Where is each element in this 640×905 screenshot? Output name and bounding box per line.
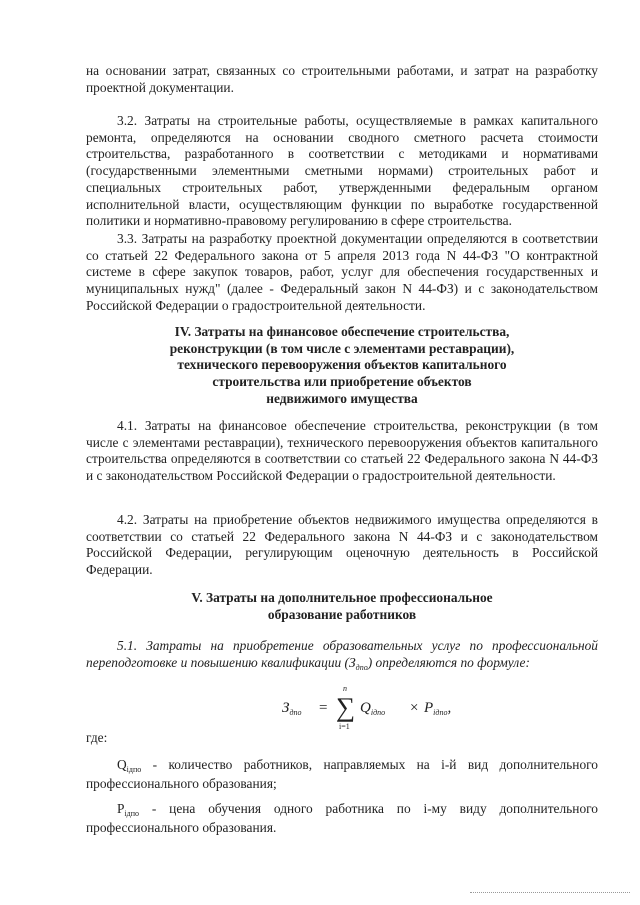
paragraph-3-3 xyxy=(86,231,598,315)
paragraph-3-2 xyxy=(86,113,598,230)
formula-upper-limit: n xyxy=(343,684,347,693)
symbol-q-subscript: iдпо xyxy=(126,765,142,774)
paragraph-4-2 xyxy=(86,512,598,579)
formula-p-symbol: P xyxy=(424,700,434,716)
subscript: дпо xyxy=(355,662,368,672)
paragraph-text-part: - количество работников, направляемых на i-й вид дополнительного профессионального образования; xyxy=(86,757,598,791)
paragraph-text: 3.3. Затраты на разработку проектной документации определяются в соответствии со статьей 22 Федерального закона от 5 апреля 2013 года N 44-ФЗ "О контрактной системе в сфере закупок товаров, работ, услуг для обеспечения государственных и муниципальных нужд" (далее - Федеральный закон N 44-ФЗ) и с законодательством Российской Федерации о градостроительной деятельности. xyxy=(86,231,598,313)
paragraph-text xyxy=(86,801,598,836)
heading-line: недвижимого имущества xyxy=(266,390,418,406)
formula-p xyxy=(424,700,451,717)
formula-lower-limit: i=1 xyxy=(339,722,350,731)
section-heading-4 xyxy=(86,324,598,408)
paragraph-text xyxy=(86,757,598,792)
heading-line: реконструкции (в том числе с элементами реставрации), xyxy=(169,340,515,356)
paragraph-text-part: - цена обучения одного работника по i-му виду дополнительного профессионального образования. xyxy=(86,801,598,835)
paragraph-text: 4.2. Затраты на приобретение объектов недвижимого имущества определяются в соответствии со статьей 22 Федерального закона N 44-ФЗ и с законодательством Российской Федерации, регулирующим оценочную деятельность в Российской Федерации. xyxy=(86,512,598,578)
formula-equals: = xyxy=(319,700,328,716)
heading-line: технического перевооружения объектов капитального xyxy=(177,357,507,373)
formula-sum-sign: ∑ xyxy=(336,692,356,722)
formula-q-symbol: Q xyxy=(360,700,371,716)
paragraph-4-1 xyxy=(86,418,598,485)
formula-times: × xyxy=(410,700,419,716)
formula xyxy=(270,682,470,734)
formula-comma: , xyxy=(447,700,452,716)
formula-q xyxy=(360,700,385,717)
paragraph-text-part: 5.1. Затраты на приобретение образовательных услуг по профессиональной переподготовке и повышению квалификации (З xyxy=(86,638,598,670)
paragraph-text: где: xyxy=(86,730,108,745)
formula-q-subscript: iдпо xyxy=(370,708,386,717)
paragraph-text xyxy=(86,638,598,673)
paragraph-text: 3.2. Затраты на строительные работы, осуществляемые в рамках капитального ремонта, определяются на основании сводного сметного расчета стоимости строительства, разработанного в соответствии с методиками и нормативами (государственными элементными сметными нормами) строительных работ и специальных строительных работ, утвержденными федеральным органом исполнительной власти, осуществляющим функции по выработке государственной политики и нормативно-правовому регулированию в сфере строительства. xyxy=(86,113,598,229)
paragraph-p-definition xyxy=(86,801,598,836)
heading-line: образование работников xyxy=(267,606,417,622)
formula-z-subscript: дпо xyxy=(289,708,302,717)
symbol-q: Q xyxy=(117,757,127,772)
paragraph-text: на основании затрат, связанных со строительными работами, и затрат на разработку проектной документации. xyxy=(86,63,598,95)
heading-line: IV. Затраты на финансовое обеспечение строительства, xyxy=(174,324,510,339)
paragraph-q-definition xyxy=(86,757,598,792)
paragraph-where xyxy=(86,730,598,747)
footer-dotted-line xyxy=(470,892,630,893)
paragraph-5-1 xyxy=(86,638,598,673)
formula-z-symbol: З xyxy=(282,700,290,716)
heading-line: строительства или приобретение объектов xyxy=(212,374,472,390)
formula-z xyxy=(282,700,301,717)
formula-p-subscript: iдпо xyxy=(433,708,448,717)
paragraph-text-part: ) определяются по формуле: xyxy=(367,654,530,670)
heading-line: V. Затраты на дополнительное профессиональное xyxy=(191,590,493,605)
paragraph-text: 4.1. Затраты на финансовое обеспечение строительства, реконструкции (в том числе с элементами реставрации), технического перевооружения объектов капитального строительства определяются в соответствии со статьей 22 Федерального закона N 44-ФЗ и с законодательством Российской Федерации о градостроительной деятельности. xyxy=(86,418,598,484)
symbol-p-subscript: iдпо xyxy=(124,809,140,818)
paragraph-continuation xyxy=(86,63,598,96)
symbol-p: P xyxy=(117,801,125,816)
section-heading-5 xyxy=(86,590,598,623)
